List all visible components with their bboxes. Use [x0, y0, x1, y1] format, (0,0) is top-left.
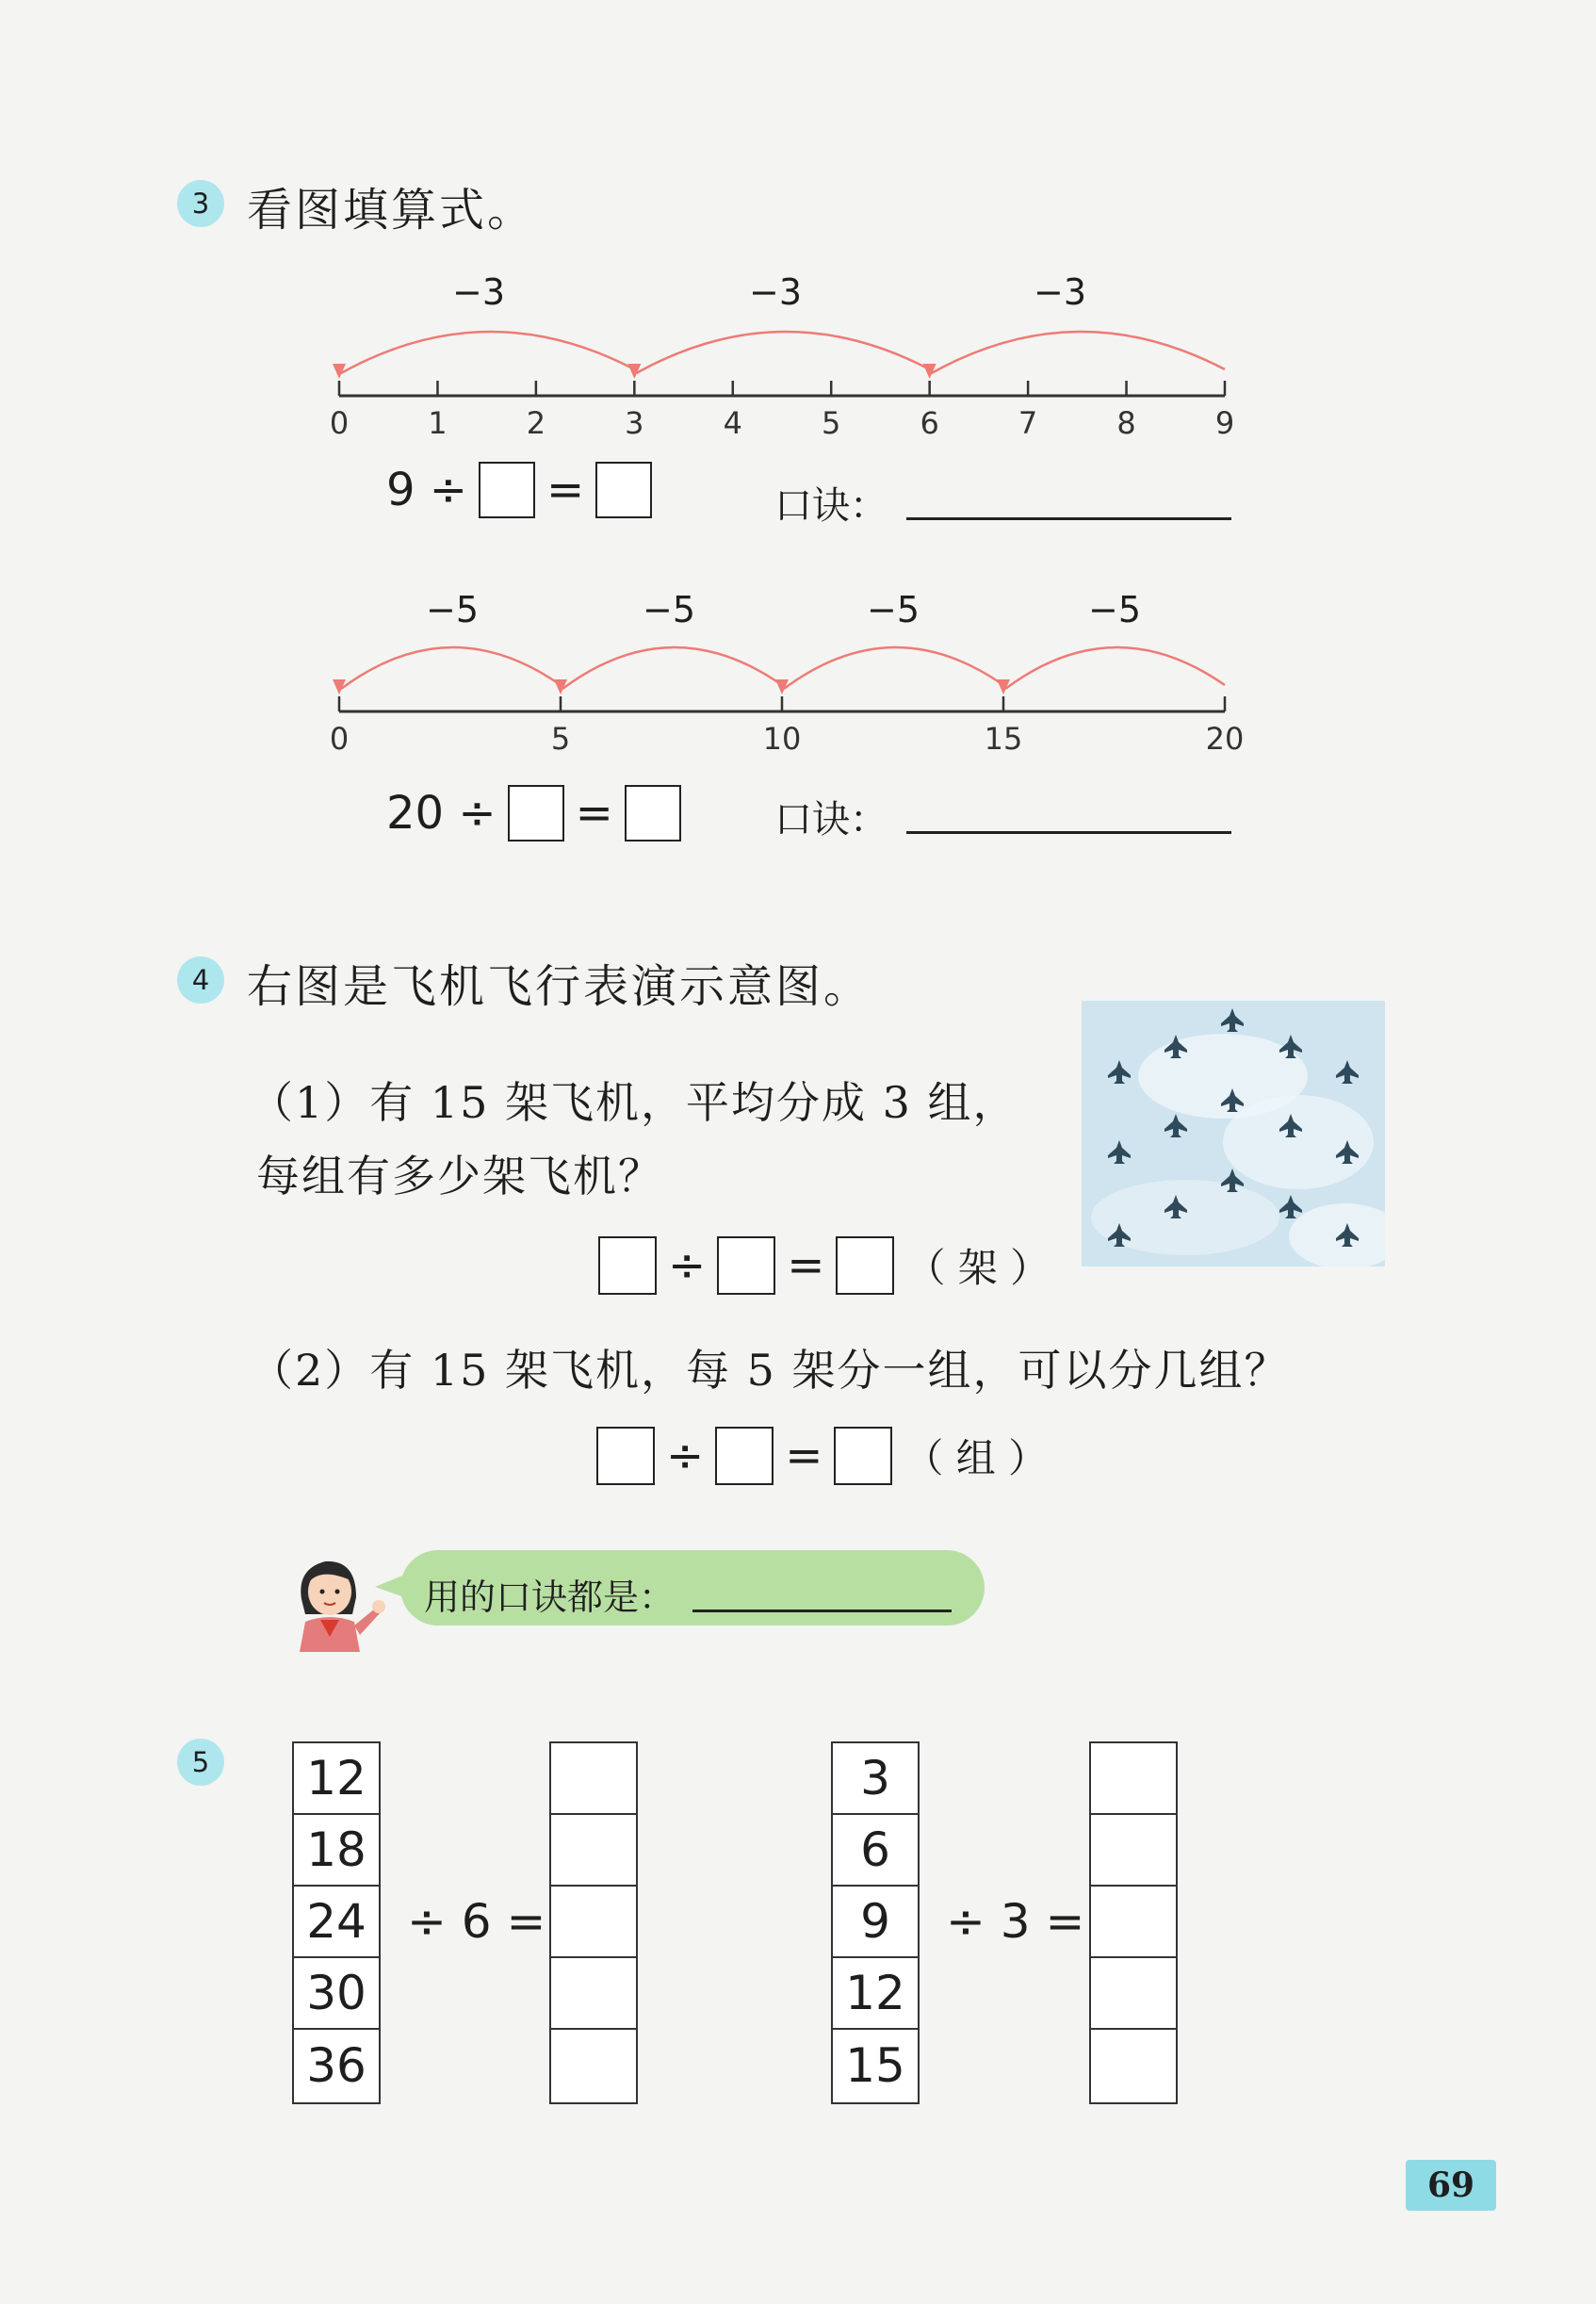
question-2-line: （2）有 15 架飞机，每 5 架分一组，可以分几组？ [250, 1345, 1290, 1396]
line1-jump-arc [636, 332, 929, 373]
answer-box-1b[interactable] [595, 462, 652, 518]
answer-box-4b[interactable] [715, 1427, 774, 1485]
answer-cell[interactable] [1091, 1815, 1176, 1887]
answer-box-2b[interactable] [625, 785, 681, 842]
answer-cell[interactable] [551, 1743, 636, 1815]
line2-jump-arc [341, 647, 561, 689]
unit-label-zu: （ 组 ） [904, 1435, 1049, 1481]
line1-tick-label: 6 [920, 405, 939, 441]
dividend-cell: 18 [294, 1815, 379, 1887]
unit-label-jia: （ 架 ） [905, 1245, 1050, 1291]
line1-tick-label: 4 [723, 405, 742, 441]
airshow-picture [1082, 1001, 1385, 1266]
line2-tick-label: 0 [329, 721, 350, 757]
line1-tick-label: 7 [1018, 405, 1038, 441]
line1-tick-label: 9 [1214, 405, 1235, 441]
dividend-cell: 6 [833, 1815, 918, 1887]
dividend-cell: 24 [294, 1887, 379, 1958]
page-number: 69 [1406, 2160, 1496, 2211]
bubble-blank[interactable] [692, 1610, 952, 1612]
line1-tick-label: 2 [526, 405, 546, 441]
answer-box-2a[interactable] [508, 785, 564, 842]
line2-jump-arc [562, 647, 782, 689]
answer-cell[interactable] [551, 1815, 636, 1887]
kouj-label-2: 口诀： [774, 798, 888, 842]
answer-box-3c[interactable] [836, 1236, 894, 1295]
answer-cell[interactable] [551, 2030, 636, 2101]
line1-tick-label: 3 [625, 405, 644, 441]
equation-4 [596, 1427, 1048, 1485]
answer-cell[interactable] [551, 1958, 636, 2030]
speech-bubble-tail [375, 1572, 407, 1600]
question-1-line-2: 每组有多少架飞机？ [256, 1151, 663, 1201]
dividend-cell: 9 [833, 1887, 918, 1958]
section-4-title: 右图是飞机飞行表演示意图。 [247, 960, 872, 1013]
answer-cell[interactable] [551, 1887, 636, 1958]
kouj-blank-1[interactable] [906, 517, 1231, 520]
equals-sign: = [787, 1239, 825, 1292]
line2-tick-label: 15 [984, 721, 1023, 757]
dividend-column-left [292, 1741, 381, 2104]
jump-label-1c: −3 [1034, 271, 1087, 313]
line1-tick-label: 0 [329, 405, 350, 441]
line2-tick-label: 5 [550, 721, 571, 757]
equals-sign: = [575, 787, 613, 840]
equation-1-left: 9 ÷ [386, 464, 468, 516]
equation-1 [386, 462, 652, 518]
equals-sign: = [546, 464, 585, 516]
line1-jump-arc [932, 332, 1225, 373]
kouj-blank-2[interactable] [906, 831, 1231, 834]
divide-sign: ÷ [666, 1430, 705, 1482]
jump-label-1b: −3 [749, 271, 803, 313]
answer-box-3a[interactable] [598, 1236, 657, 1295]
bubble-text: 用的口诀都是： [424, 1577, 676, 1618]
dividend-cell: 30 [294, 1958, 379, 2030]
answer-box-4a[interactable] [596, 1427, 655, 1485]
operation-right: ÷ 3 = [946, 1894, 1085, 1949]
line2-jump-arc [784, 647, 1003, 689]
line1-tick-label: 8 [1116, 405, 1136, 441]
equation-2 [386, 785, 681, 842]
dividend-cell: 12 [833, 1958, 918, 2030]
divide-sign: ÷ [668, 1239, 707, 1292]
equation-3 [598, 1236, 1050, 1295]
section-3-title: 看图填算式。 [247, 184, 536, 237]
dividend-cell: 15 [845, 2038, 905, 2093]
answer-cell[interactable] [1091, 1958, 1176, 2030]
answer-box-3b[interactable] [717, 1236, 775, 1295]
dividend-column-right [831, 1741, 920, 2104]
section-4-badge: 4 [177, 956, 224, 1004]
answer-cell[interactable] [1091, 1743, 1176, 1815]
dividend-cell: 12 [294, 1743, 379, 1815]
line1-tick-label: 1 [428, 405, 448, 441]
dividend-cell: 3 [833, 1743, 918, 1815]
answer-box-1a[interactable] [479, 462, 535, 518]
section-5-badge: 5 [177, 1739, 224, 1786]
line2-tick-label: 20 [1205, 721, 1245, 757]
question-1-line-1: （1）有 15 架飞机，平均分成 3 组， [250, 1077, 1018, 1128]
operation-left: ÷ 6 = [407, 1894, 546, 1949]
line2-jump-arc [1005, 647, 1225, 689]
equation-2-left: 20 ÷ [386, 787, 497, 840]
jump-label-2a: −5 [426, 589, 480, 630]
jump-label-2d: −5 [1088, 589, 1142, 630]
dividend-cell: 36 [306, 2038, 366, 2093]
line1-tick-label: 5 [822, 405, 841, 441]
kouj-label-1: 口诀： [774, 484, 888, 528]
line1-jump-arc [341, 332, 634, 373]
jump-label-1a: −3 [452, 271, 506, 313]
jump-label-2c: −5 [867, 589, 920, 630]
answer-cell[interactable] [1091, 1887, 1176, 1958]
section-3-badge: 3 [177, 180, 224, 227]
equals-sign: = [785, 1430, 823, 1482]
jump-label-2b: −5 [643, 589, 696, 630]
answer-column-left [549, 1741, 638, 2104]
answer-cell[interactable] [1091, 2030, 1176, 2101]
line2-tick-label: 10 [762, 721, 802, 757]
answer-box-4c[interactable] [834, 1427, 892, 1485]
answer-column-right [1089, 1741, 1178, 2104]
